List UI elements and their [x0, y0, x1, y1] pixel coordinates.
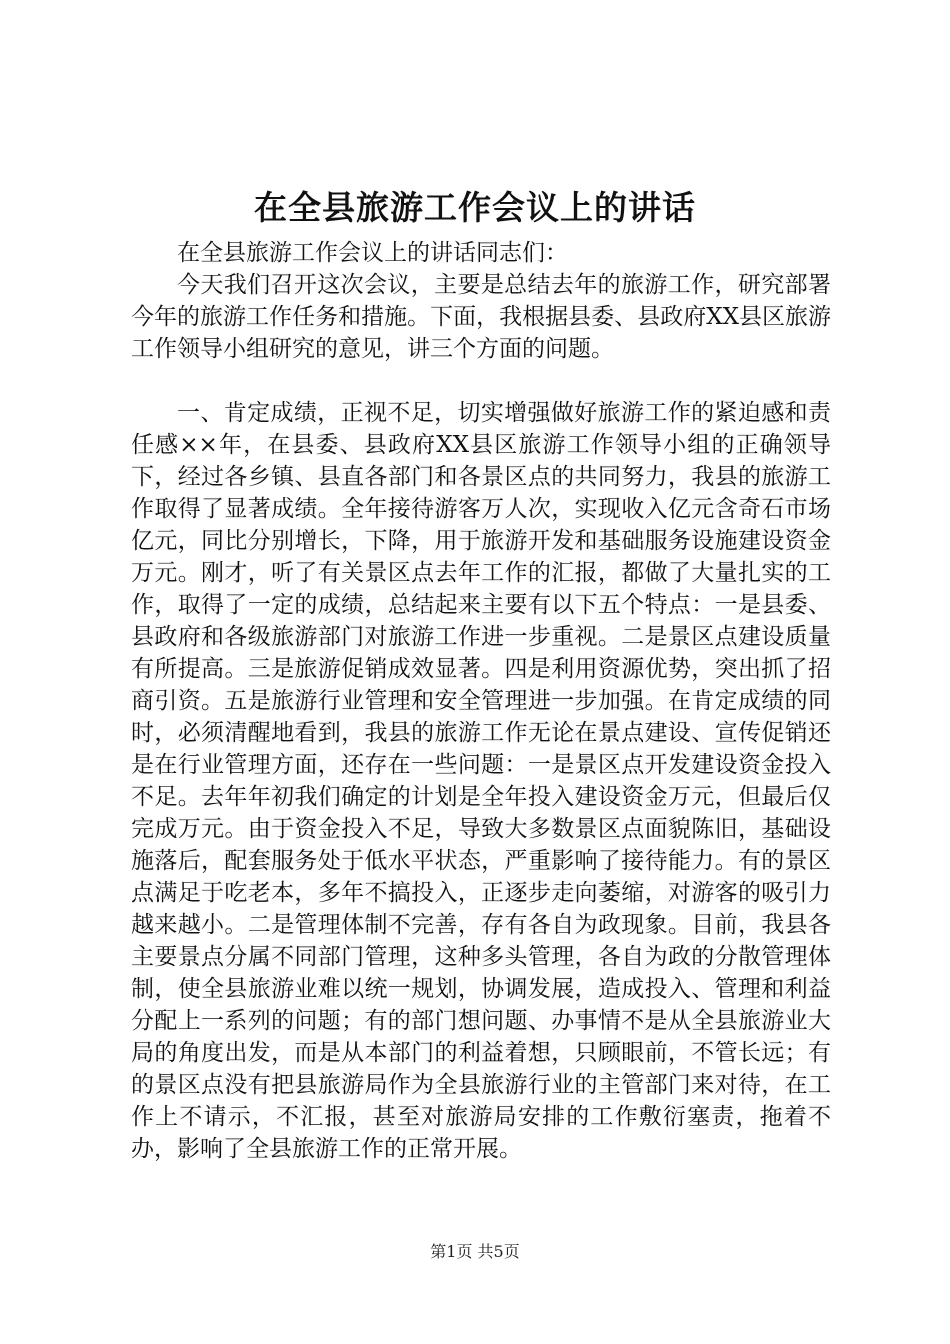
salutation-paragraph: 在全县旅游工作会议上的讲话同志们：: [177, 240, 568, 266]
document-body: [131, 237, 831, 1165]
document-title: 在全县旅游工作会议上的讲话: [254, 188, 696, 227]
intro-paragraph: 今天我们召开这次会议，主要是总结去年的旅游工作，研究部署今年的旅游工作任务和措施。下面，我根据县委、县政府XX县区旅游工作领导小组研究的意见，讲三个方面的问题。: [131, 272, 831, 362]
section-one-paragraph: 一、肯定成绩，正视不足，切实增强做好旅游工作的紧迫感和责任感××年，在县委、县政府XX县区旅游工作领导小组的正确领导下，经过各乡镇、县直各部门和各景区点的共同努力，我县的旅游工作取得了显著成绩。全年接待游客万人次，实现收入亿元含奇石市场亿元，同比分别增长，下降，用于旅游开发和基础服务设施建设资金万元。刚才，听了有关景区点去年工作的汇报，都做了大量扎实的工作，取得了一定的成绩，总结起来主要有以下五个特点：一是县委、县政府和各级旅游部门对旅游工作进一步重视。二是景区点建设质量有所提高。三是旅游促销成效显著。四是利用资源优势，突出抓了招商引资。五是旅游行业管理和安全管理进一步加强。在肯定成绩的同时，必须清醒地看到，我县的旅游工作无论在景点建设、宣传促销还是在行业管理方面，还存在一些问题：一是景区点开发建设资金投入不足。去年年初我们确定的计划是全年投入建设资金万元，但最后仅完成万元。由于资金投入不足，导致大多数景区点面貌陈旧，基础设施落后，配套服务处于低水平状态，严重影响了接待能力。有的景区点满足于吃老本，多年不搞投入，正逐步走向萎缩，对游客的吸引力越来越小。二是管理体制不完善，存有各自为政现象。目前，我县各主要景点分属不同部门管理，这种多头管理，各自为政的分散管理体制，使全县旅游业难以统一规划，协调发展，造成投入、管理和利益分配上一系列的问题；有的部门想问题、办事情不是从全县旅游业大局的角度出发，而是从本部门的利益着想，只顾眼前，不管长远；有的景区点没有把县旅游局作为全县旅游行业的主管部门来对待，在工作上不请示，不汇报，甚至对旅游局安排的工作敷衍塞责，拖着不办，影响了全县旅游工作的正常开展。: [131, 400, 831, 1162]
page-footer: 第1页 共5页: [430, 1242, 520, 1261]
